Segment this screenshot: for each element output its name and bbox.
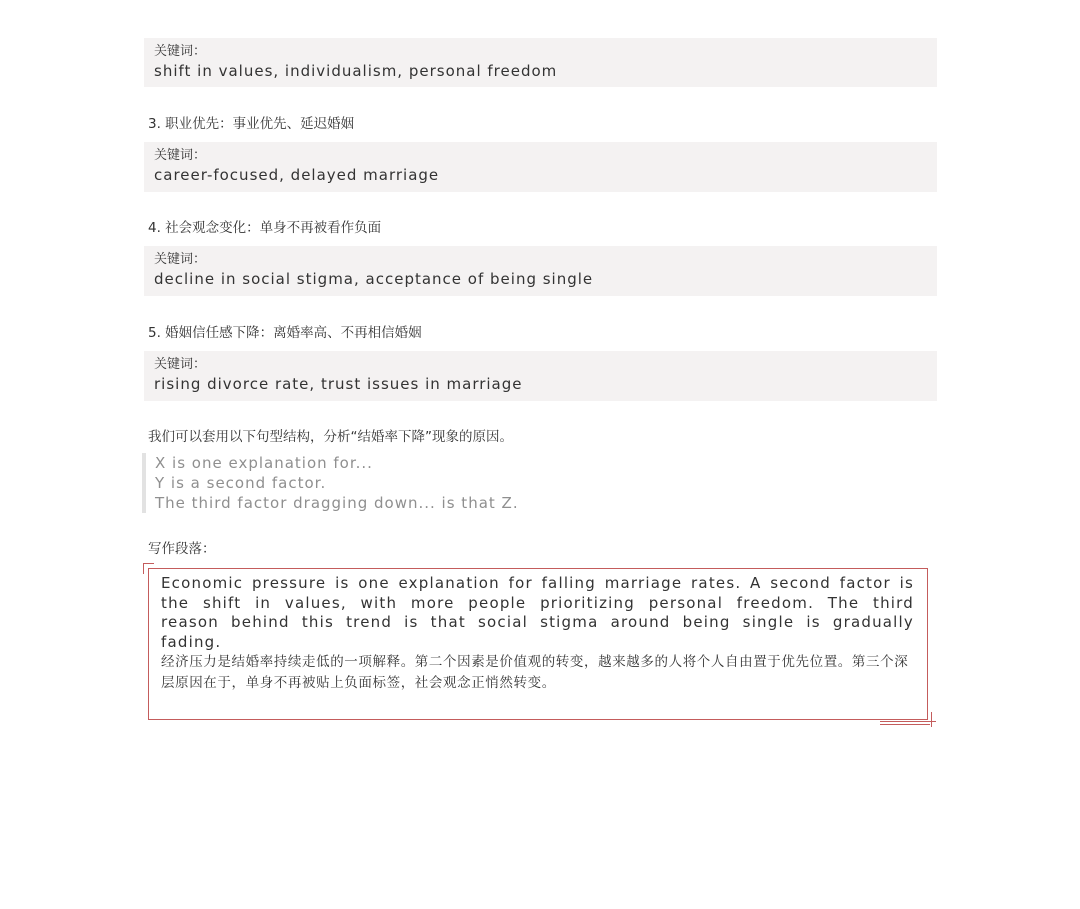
writing-paragraph-box	[148, 568, 928, 720]
keyword-text: decline in social stigma, acceptance of being single	[154, 270, 594, 288]
sentence-pattern-line: The third factor dragging down... is that Z.	[155, 494, 519, 512]
corner-mark-bottom-right-vertical	[931, 712, 932, 727]
keyword-label: 关键词：	[154, 148, 207, 163]
corner-mark-bottom-right	[880, 721, 936, 722]
keyword-label: 关键词：	[154, 252, 207, 267]
corner-mark-bottom-right-inner	[880, 724, 930, 725]
reason-heading-social-views: 4. 社会观念变化：单身不再被看作负面	[148, 220, 382, 236]
keyword-label: 关键词：	[154, 357, 207, 372]
reason-heading-career: 3. 职业优先：事业优先、延迟婚姻	[148, 116, 355, 132]
keyword-text: rising divorce rate, trust issues in marriage	[154, 375, 523, 393]
sentence-pattern-line: Y is a second factor.	[155, 474, 327, 492]
reason-heading-trust: 5. 婚姻信任感下降：离婚率高、不再相信婚姻	[148, 325, 422, 341]
sentence-pattern-intro: 我们可以套用以下句型结构，分析“结婚率下降”现象的原因。	[148, 429, 513, 445]
writing-section-title: 写作段落：	[148, 541, 216, 557]
writing-paragraph-english: Economic pressure is one explanation for falling marriage rates. A second factor is the shift in values, with more people prioritizing personal freedom. The third reason behind this trend is that social stigma around being single is gradually fading.	[161, 574, 914, 651]
keyword-block-values	[144, 38, 937, 87]
keyword-block-career	[144, 142, 937, 192]
sentence-pattern-quote	[142, 453, 642, 513]
keyword-label: 关键词：	[154, 44, 207, 59]
sentence-pattern-line: X is one explanation for...	[155, 454, 373, 472]
keyword-block-social-views	[144, 246, 937, 296]
keyword-text: shift in values, individualism, personal freedom	[154, 62, 558, 80]
keyword-block-trust	[144, 351, 937, 401]
writing-paragraph-chinese: 经济压力是结婚率持续走低的一项解释。第二个因素是价值观的转变，越来越多的人将个人自由置于优先位置。第三个深层原因在于，单身不再被贴上负面标签，社会观念正悄然转变。	[161, 654, 909, 691]
keyword-text: career-focused, delayed marriage	[154, 166, 440, 184]
